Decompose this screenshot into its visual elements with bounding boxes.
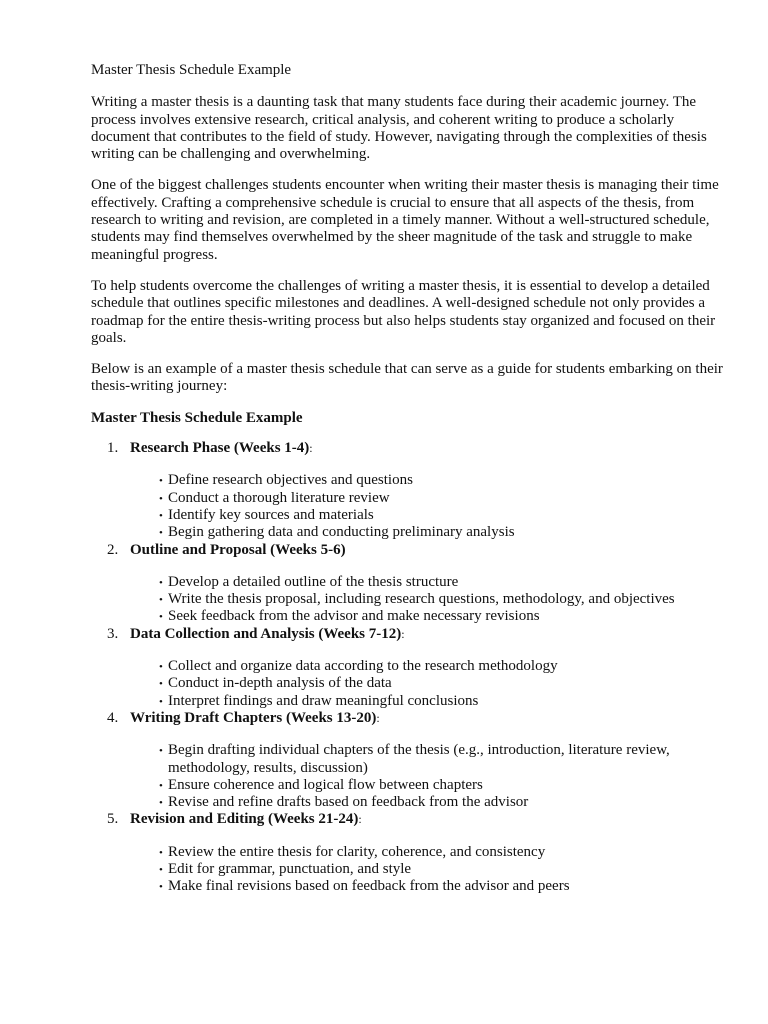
task-item xyxy=(159,573,723,591)
task-text: Edit for grammar, punctuation, and style xyxy=(168,860,412,877)
task-text: Conduct in-depth analysis of the data xyxy=(168,675,392,692)
task-text: Review the entire thesis for clarity, coherence, and consistency xyxy=(168,843,546,860)
phase-item xyxy=(91,811,723,895)
task-item xyxy=(159,742,723,777)
intro-paragraph-4: Below is an example of a master thesis schedule that can serve as a guide for students embarking on their thesis-writing journey: xyxy=(91,361,723,395)
document-title: Master Thesis Schedule Example xyxy=(91,62,292,78)
phase-number: 4. xyxy=(107,709,119,726)
task-text: Define research objectives and questions xyxy=(168,472,413,489)
phase-number: 2. xyxy=(107,541,119,558)
phase-item xyxy=(91,626,723,710)
phase-title: Research Phase (Weeks 1-4) xyxy=(130,440,310,457)
bullet-icon: • xyxy=(159,594,163,607)
task-item xyxy=(159,658,723,675)
task-text: Develop a detailed outline of the thesis structure xyxy=(168,573,459,590)
intro-paragraph-2: One of the biggest challenges students encounter when writing their master thesis is managing their time effectively. Crafting a comprehensive schedule is crucial to ensure that all aspects of the thesis, from research to writing and revision, are completed in a timely manner. Without a well-structured schedule, students may find themselves overwhelmed by the sheer magnitude of the task and struggle to make meaningful progress. xyxy=(91,177,719,263)
task-text: Write the thesis proposal, including research questions, methodology, and objectives xyxy=(168,591,675,608)
phase-colon: : xyxy=(309,441,312,456)
task-item xyxy=(159,675,723,692)
schedule-section-heading: Master Thesis Schedule Example xyxy=(91,409,303,426)
task-text: Identify key sources and materials xyxy=(168,506,374,523)
task-list xyxy=(130,472,723,541)
document-page xyxy=(91,62,723,896)
task-item xyxy=(159,794,723,811)
phase-item xyxy=(91,440,723,541)
bullet-icon: • xyxy=(159,779,163,792)
bullet-icon: • xyxy=(159,881,163,894)
bullet-icon: • xyxy=(159,576,163,589)
bullet-icon: • xyxy=(159,863,163,876)
task-item xyxy=(159,776,723,794)
intro-paragraph-3: To help students overcome the challenges of writing a master thesis, it is essential to develop a detailed schedule that outlines specific milestones and deadlines. A well-designed schedule not only provides a roadmap for the entire thesis-writing process but also helps students stay organized and focused on their goals. xyxy=(91,277,716,346)
task-text: Revise and refine drafts based on feedback from the advisor xyxy=(168,794,529,811)
bullet-icon: • xyxy=(159,745,163,758)
task-item xyxy=(159,506,723,524)
task-text: Conduct a thorough literature review xyxy=(168,489,390,506)
task-item xyxy=(159,608,723,625)
phase-item xyxy=(91,542,723,626)
bullet-icon: • xyxy=(159,475,163,488)
task-item xyxy=(159,692,723,710)
task-item xyxy=(159,524,723,541)
task-list xyxy=(130,658,723,710)
bullet-icon: • xyxy=(159,509,163,522)
phase-number: 3. xyxy=(107,625,119,642)
phase-list xyxy=(91,440,723,896)
phase-title: Writing Draft Chapters (Weeks 13-20) xyxy=(130,709,377,726)
bullet-icon: • xyxy=(159,611,163,624)
bullet-icon: • xyxy=(159,492,163,505)
phase-colon: : xyxy=(401,626,404,641)
task-item xyxy=(159,843,723,861)
task-item xyxy=(159,591,723,608)
task-text: Interpret findings and draw meaningful conclusions xyxy=(168,692,479,709)
phase-number: 1. xyxy=(107,440,119,457)
bullet-icon: • xyxy=(159,846,163,859)
task-item xyxy=(159,860,723,878)
bullet-icon: • xyxy=(159,797,163,810)
task-item xyxy=(159,878,723,895)
task-list xyxy=(130,742,723,811)
phase-title: Revision and Editing (Weeks 21-24) xyxy=(130,811,359,828)
phase-number: 5. xyxy=(107,811,119,828)
task-list xyxy=(130,574,723,626)
phase-title: Outline and Proposal (Weeks 5-6) xyxy=(130,541,346,558)
intro-paragraph-1: Writing a master thesis is a daunting task that many students face during their academic journey. The process involves extensive research, critical analysis, and coherent writing to produce a scholarly document that contributes to the field of study. However, navigating through the complexities of thesis writing can be challenging and overwhelming. xyxy=(91,94,707,163)
phase-colon: : xyxy=(358,812,361,827)
task-text: Seek feedback from the advisor and make necessary revisions xyxy=(168,608,540,625)
phase-item xyxy=(91,710,723,811)
bullet-icon: • xyxy=(159,527,163,540)
task-item xyxy=(159,472,723,489)
bullet-icon: • xyxy=(159,695,163,708)
bullet-icon: • xyxy=(159,678,163,691)
bullet-icon: • xyxy=(159,661,163,674)
task-text: Begin gathering data and conducting preliminary analysis xyxy=(168,524,515,541)
task-list xyxy=(130,844,723,896)
task-text: Collect and organize data according to the research methodology xyxy=(168,658,558,675)
task-item xyxy=(159,489,723,507)
task-text: Make final revisions based on feedback from the advisor and peers xyxy=(168,878,570,895)
task-text: Ensure coherence and logical flow between chapters xyxy=(168,776,483,793)
phase-colon: : xyxy=(376,710,379,725)
task-text: Begin drafting individual chapters of the thesis (e.g., introduction, literature review, methodology, results, discussion) xyxy=(168,742,670,776)
phase-title: Data Collection and Analysis (Weeks 7-12) xyxy=(130,625,402,642)
